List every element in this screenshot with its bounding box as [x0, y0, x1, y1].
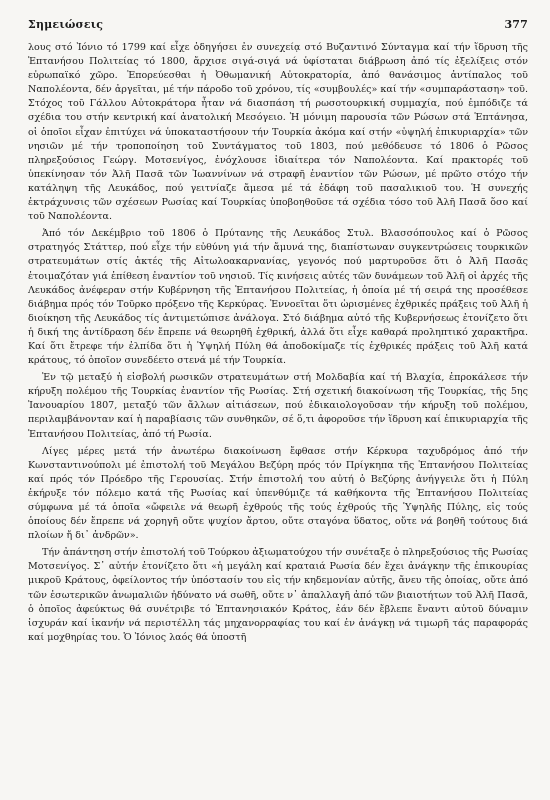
paragraph-1: λους στό Ἰόνιο τό 1799 καί εἶχε ὁδηγήσει ἐν συνεχείᾳ στό Βυζαντινό Σύνταγμα καί τήν ἵδρυση τῆς Ἑπτανήσου Πολιτείας τό 1800, ἄρχισε σιγά-σιγά νά ὑφίσταται διάβρωση ἀπό τίς ἐξελίξεις στόν εὐρωπαϊκό χῶρο. Ἐπορεύεσθαι ἡ Ὀθωμανική Αὐτοκρατορία, ἀπό θανάσιμος ἀντίπαλος τοῦ Ναπολέοντα, δέν ἀργεῖται, μέ τήν πάροδο τοῦ χρόνου, τίς «συμβουλές» καί τήν «συμπαράσταση» τοῦ. Στόχος τοῦ Γάλλου Αὐτοκράτορα ἦταν νά διασπάση τή ρωσοτουρκική συμμαχία, πού ἐμπόδιζε τά σχέδια του στήν κεντρική καί ἀνατολική Μεσόγειο. Ἡ μόνιμη παρουσία τῶν Ρώσων στά Ἑπτάνησα, οἱ ὁποῖοι εἶχαν ἐπιτύχει νά ὑποκαταστήσουν τήν Τουρκία ἀκόμα καί στήν «ὑψηλή ἐπικυριαρχία» τῶν νησιῶν μέ τήν τροποποίηση τοῦ Συντάγματος τοῦ 1803, πού μεθόδευσε τό 1806 ὁ Ρῶσος πληρεξούσιος Γεώργ. Μοτσενίγος, ἐνόχλουσε ἰδιαίτερα τόν Ναπολέοντα. Καί πρακτορές τοῦ ὑπεκίνησαν τόν Ἀλῆ Πασᾶ τῶν Ἰωαννίνων νά στραφῆ ἐναντίον τῶν Ρώσων, μέ πρῶτο στόχο τήν κατάληψη τῆς Λευκάδος, πού γειτνίαζε ἄμεσα μέ τά ἐδάφη τοῦ πασαλικιοῦ του. Ἡ συνεχής ἐκτράχυνσις τῶν σχέσεων Ρωσίας καί Τουρκίας ὑποβοηθοῦσε τά σχέδια τόσο τοῦ Ἀλῆ Πασᾶ ὅσο καί τοῦ Ναπολέοντα.: [28, 42, 528, 223]
paragraph-2: Ἀπό τόν Δεκέμβριο τοῦ 1806 ὁ Πρύτανης τῆς Λευκάδος Στυλ. Βλασσόπουλος καί ὁ Ρῶσος στρατηγός Στάττερ, πού εἶχε τήν εὐθύνη γιά τήν ἄμυνά της, διαπίστωναν συγκεντρώσεις τουρκικῶν στρατευμάτων στίς ἀκτές τῆς Αἰτωλοακαρνανίας, γεγονός πού μαρτυροῦσε ὅτι ὁ Ἀλῆ Πασᾶς ἑτοιμαζόταν γιά ἐπίθεση ἐναντίον τοῦ νησιοῦ. Τίς κινήσεις αὐτές τῶν δυνάμεων τοῦ Ἀλῆ οἱ ἀρχές τῆς Λευκάδος ἀνέφεραν στήν Κυβέρνηση τῆς Ἑπτανήσου Πολιτείας, ἡ ὁποία μέ τή σειρά της προσέθεσε διάβημα πρός τόν Τοῦρκο πρόξενο τῆς Κερκύρας. Ἐννοεῖται ὅτι ὡρισμένες ἐχθρικές πράξεις τοῦ Ἀλῆ ἡ διοίκηση τῆς Λευκάδος τίς ἀντιμετώπισε ἀνάλογα. Στό διάβημα αὐτό τῆς Κυβερνήσεως ἐτονίζετο ὅτι ἡ δική της ἀντίδραση δέν ἔπρεπε νά θεωρηθῆ ἐχθρική, ἀλλά ὅτι εἶχε καθαρά προληπτικό χαρακτῆρα. Καί ὅτι ἔτρεφε τήν ἐλπίδα ὅτι ἡ Ὑψηλή Πύλη θά ἀποδοκίμαζε τίς ἐχθρικές πράξεις τοῦ Ἀλῆ κατά κράτους, τό ὁποῖον συνεδέετο στενά μέ τήν Τουρκία.: [28, 228, 528, 367]
paragraph-5: Τήν ἀπάντηση στήν ἐπιστολή τοῦ Τούρκου ἀξιωματούχου τήν συνέταξε ὁ πληρεξούσιος τῆς Ρωσίας Μοτσενίγος. Σ᾽ αὐτήν ἐτονίζετο ὅτι «ἡ μεγάλη καί κραταιά Ρωσία δέν ἔχει ἀνάγκην τῆς ἐπικουρίας μικροῦ Κράτους, ὀφείλοντος τήν ὑπόστασίν του εἰς τήν κηδεμονίαν αὐτῆς, ἄνευ τῆς ὁποίας, οὔτε ἀπό τῶν ἐσωτερικῶν ἀνωμαλιῶν ἠδύνατο νά σωθῆ, οὔτε ν᾽ ἀπαλλαγῆ ἀπό τῶν βιαιοτήτων τοῦ Ἀλῆ Πασᾶ, ὁ ὁποῖος ἀφεύκτως θά συνέτριβε τό Ἑπτανησιακόν Κράτος, ἐάν δέν ἔβλεπε ἔναντι αὐτοῦ δύναμιν ἰσχυράν καί ἱκανήν νά περιστέλλη τάς μηχανορραφίας του καί ἐν ἀνάγκῃ νά τιμωρῆ τάς παραφοράς καί μοχθηρίας του. Ὁ Ἰόνιος λαός θά ὑποστῆ: [28, 547, 528, 643]
paragraph-4: Λίγες μέρες μετά τήν ἀνωτέρω διακοίνωση ἔφθασε στήν Κέρκυρα ταχυδρόμος ἀπό τήν Κωνσταντινούπολι μέ ἐπιστολή τοῦ Μεγάλου Βεζύρη πρός τόν Πρίγκηπα τῆς Ἑπτανήσου Πολιτείας καί πρός τόν Πρόεδρο τῆς Γερουσίας. Στήν ἐπιστολή του αὐτή ὁ Βεζύρης ἀνήγγειλε ὅτι ἡ Πύλη ἐκήρυξε τόν πόλεμο κατά τῆς Ρωσίας καί ὑπενθύμιζε τά καθήκοντα τῆς Ἑπτανήσου Πολιτείας σύμφωνα μέ τά ὁποῖα «ὤφειλε νά θεωρῆ ἐχθρούς τῆς τούς ἐχθρούς τῆς Ὑψηλῆς Πύλης, εἰς τούς ὁποίους δέν ἔπρεπε νά χορηγῆ οὔτε ψυχίον ἄρτου, οὔτε σταγόνα ὕδατος, οὔτε νά βοηθῆ τούτους διά πλοίων ἤ δι᾽ ἀνδρῶν».: [28, 445, 528, 542]
running-title: Σημειώσεις: [28, 18, 104, 31]
page-header: [28, 18, 528, 31]
paragraph-3: Ἐν τῷ μεταξύ ἡ εἰσβολή ρωσικῶν στρατευμάτων στή Μολδαβία καί τή Βλαχία, ἐπροκάλεσε τήν κήρυξη πολέμου τῆς Τουρκίας ἐναντίον τῆς Ρωσίας. Στή σχετική διακοίνωση τῆς Τουρκίας, τῆς 5ης Ἰανουαρίου 1807, μεταξύ τῶν ἄλλων αἰτιάσεων, πού ἐδικαιολογοῦσαν τήν κήρυξη τοῦ πολέμου, περιλαμβάνονταν καί ἡ παραβίασις τῶν συνθηκῶν, σέ ὅ,τι ἀφοροῦσε τήν ἵδρυση καί ἐπικυριαρχία τῆς Ἑπτανήσου Πολιτείας, ἀπό τή Ρωσία.: [28, 372, 528, 440]
body-text: [28, 41, 528, 645]
page-number: 377: [504, 18, 528, 31]
